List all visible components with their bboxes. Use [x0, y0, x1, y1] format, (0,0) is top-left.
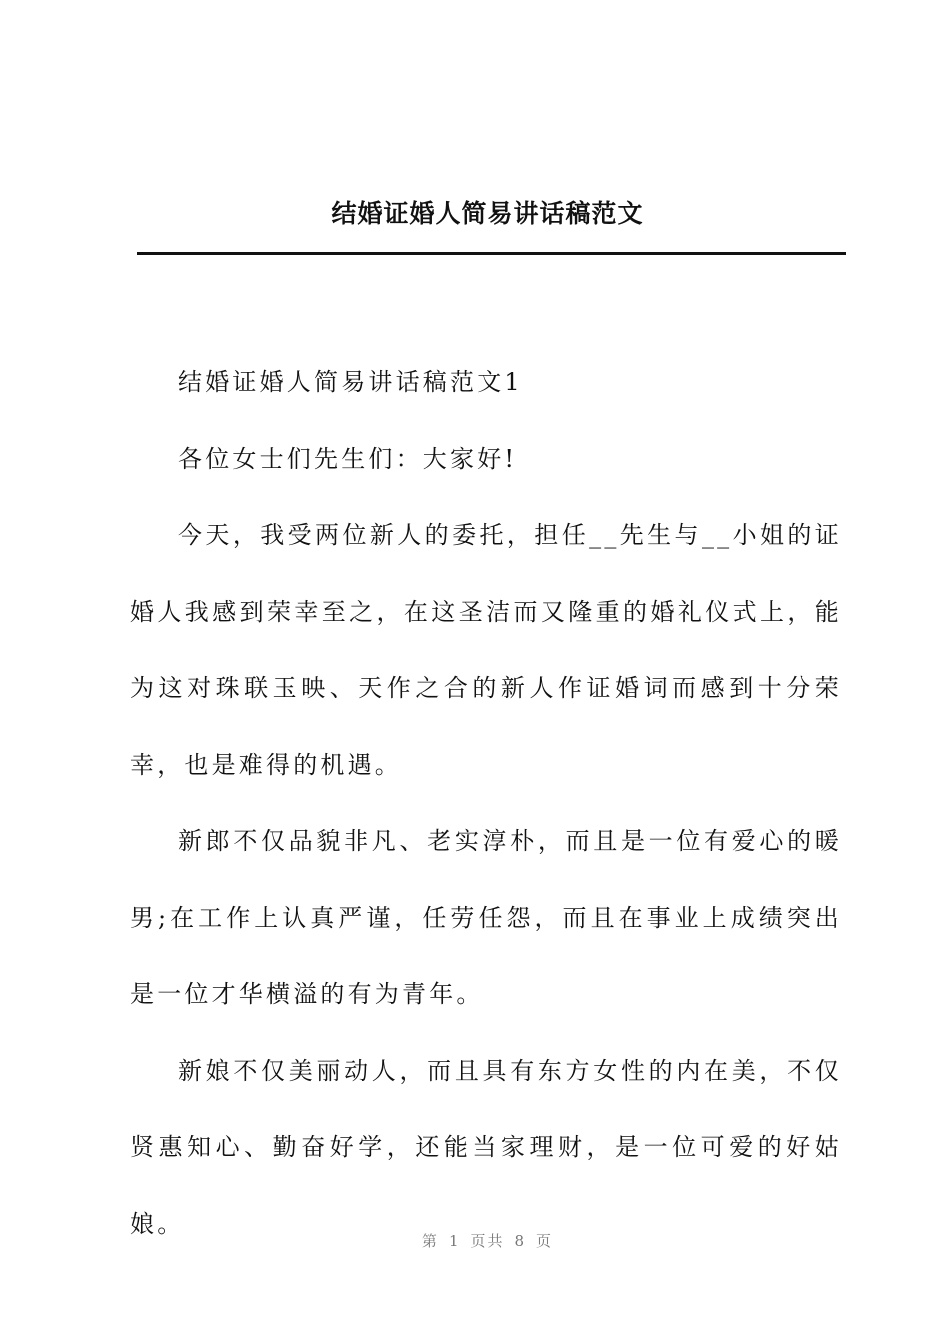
paragraph-heading: 结婚证婚人简易讲话稿范文1	[178, 368, 523, 396]
paragraph-greeting: 各位女士们先生们：大家好!	[178, 444, 518, 473]
footer-suffix: 页	[536, 1232, 554, 1250]
footer-page-number: 1	[448, 1232, 461, 1250]
paragraph-intro: 今天，我受两位新人的委托，担任__先生与__小姐的证婚人我感到荣幸至之，在这圣洁而又隆重的婚礼仪式上，能为这对珠联玉映、天作之合的新人作证婚词而感到十分荣幸，也是难得的机遇。	[130, 521, 842, 779]
document-title: 结婚证婚人简易讲话稿范文	[331, 199, 644, 228]
title-underline	[137, 252, 846, 255]
footer-prefix: 第	[421, 1232, 439, 1250]
footer-total-pages: 8	[514, 1232, 527, 1250]
paragraph-bride: 新娘不仅美丽动人，而且具有东方女性的内在美，不仅贤惠知心、勤奋好学，还能当家理财，是一位可爱的好姑娘。	[130, 1056, 842, 1238]
page-footer	[0, 1230, 950, 1251]
paragraph-groom: 新郎不仅品貌非凡、老实淳朴，而且是一位有爱心的暖男;在工作上认真严谨，任劳任怨，而且在事业上成绩突出是一位才华横溢的有为青年。	[130, 827, 842, 1008]
footer-middle: 页共	[470, 1232, 505, 1250]
document-body	[130, 344, 842, 1262]
